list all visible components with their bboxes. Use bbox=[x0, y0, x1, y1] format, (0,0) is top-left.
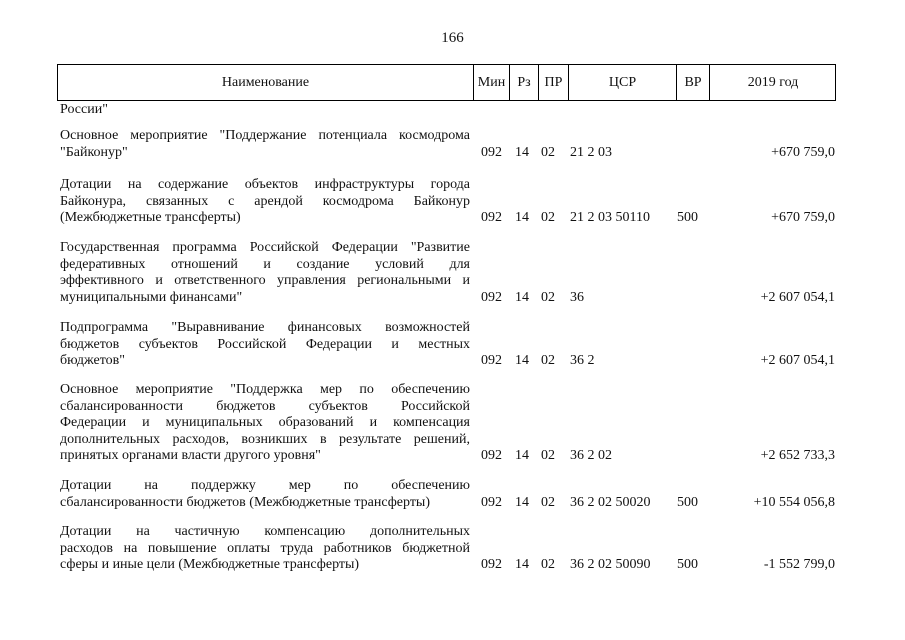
row-name-line: дополнительных расходов, возникших в результате решений, bbox=[60, 431, 470, 447]
row-name bbox=[60, 524, 470, 574]
row-name-line: Основное мероприятие "Поддержка мер по обеспечению bbox=[60, 382, 470, 397]
continuation-text: России" bbox=[60, 102, 108, 117]
row-name bbox=[60, 128, 470, 161]
row-name-line: Основное мероприятие "Поддержание потенциала космодрома bbox=[60, 128, 470, 143]
table-row bbox=[0, 320, 905, 370]
row-rz: 14 bbox=[515, 353, 529, 368]
row-name-line: эффективного и ответственного управления региональными и bbox=[60, 273, 470, 288]
row-pr: 02 bbox=[541, 494, 555, 510]
row-rz: 14 bbox=[515, 210, 529, 225]
row-amount: -1 552 799,0 bbox=[763, 557, 835, 572]
row-min: 092 bbox=[481, 448, 502, 463]
row-name-line: Государственная программа Российской Федерации "Развитие bbox=[60, 240, 470, 255]
row-csr: 36 2 02 50020 bbox=[570, 494, 651, 510]
table-row bbox=[0, 177, 905, 227]
row-min: 092 bbox=[481, 144, 502, 160]
row-vr: 500 bbox=[677, 210, 698, 225]
row-name-line: Дотации на содержание объектов инфраструктуры города bbox=[60, 177, 470, 192]
row-name bbox=[60, 240, 470, 306]
row-csr: 36 2 02 bbox=[570, 448, 612, 463]
header-year: 2019 год bbox=[747, 75, 799, 90]
row-min: 092 bbox=[481, 289, 502, 305]
header-min: Мин bbox=[474, 65, 510, 100]
row-name-line: федеративных отношений и создание условий для bbox=[60, 256, 470, 272]
row-rz: 14 bbox=[515, 557, 529, 572]
row-name-line: принятых органами власти другого уровня" bbox=[60, 448, 321, 463]
row-pr: 02 bbox=[541, 289, 555, 305]
row-csr: 36 bbox=[570, 289, 584, 305]
row-amount: +10 554 056,8 bbox=[753, 494, 835, 510]
header-rz: Рз bbox=[510, 65, 539, 100]
table-row bbox=[0, 382, 905, 465]
table-row bbox=[0, 524, 905, 574]
table-header bbox=[57, 64, 836, 101]
row-amount: +670 759,0 bbox=[771, 210, 835, 225]
row-amount: +2 607 054,1 bbox=[760, 289, 835, 305]
row-name-line: Дотации на поддержку мер по обеспечению bbox=[60, 478, 470, 493]
table-row bbox=[0, 478, 905, 511]
row-pr: 02 bbox=[541, 210, 555, 225]
row-pr: 02 bbox=[541, 557, 555, 572]
row-name-line: сбалансированности бюджетов (Межбюджетные трансферты) bbox=[60, 494, 431, 510]
row-name-line: (Межбюджетные трансферты) bbox=[60, 210, 241, 225]
row-pr: 02 bbox=[541, 448, 555, 463]
header-pr: ПР bbox=[539, 65, 569, 100]
row-min: 092 bbox=[481, 557, 502, 572]
row-name-line: Федерации и муниципальных образований и компенсация bbox=[60, 415, 470, 430]
row-name-line: муниципальными финансами" bbox=[60, 289, 243, 305]
header-name: Наименование bbox=[58, 65, 474, 100]
row-name-line: Дотации на частичную компенсацию дополнительных bbox=[60, 524, 470, 539]
row-rz: 14 bbox=[515, 494, 529, 510]
row-rz: 14 bbox=[515, 289, 529, 305]
row-csr: 36 2 02 50090 bbox=[570, 557, 651, 572]
continuation-row bbox=[0, 102, 905, 119]
row-name-line: бюджетов субъектов Российской Федерации и местных bbox=[60, 336, 470, 352]
row-amount: +2 607 054,1 bbox=[760, 353, 835, 368]
row-name-line: расходов на повышение оплаты труда работников бюджетной bbox=[60, 540, 470, 556]
row-csr: 36 2 bbox=[570, 353, 595, 368]
row-name-line: Байконура, связанных с арендой космодрома Байконур bbox=[60, 193, 470, 209]
row-csr: 21 2 03 50110 bbox=[570, 210, 650, 225]
row-name bbox=[60, 320, 470, 370]
row-amount: +670 759,0 bbox=[771, 144, 835, 160]
row-vr: 500 bbox=[677, 494, 698, 510]
header-vr: ВР bbox=[677, 65, 710, 100]
table-row bbox=[0, 128, 905, 161]
row-name-line: "Байконур" bbox=[60, 144, 128, 160]
row-name bbox=[60, 478, 470, 511]
row-rz: 14 bbox=[515, 144, 529, 160]
row-name-line: Подпрограмма "Выравнивание финансовых возможностей bbox=[60, 320, 470, 335]
row-name-line: сбалансированности бюджетов субъектов Российской bbox=[60, 398, 470, 414]
row-name-line: сферы и иные цели (Межбюджетные трансферты) bbox=[60, 557, 360, 572]
row-csr: 21 2 03 bbox=[570, 144, 612, 160]
page-number: 166 bbox=[441, 30, 464, 46]
row-vr: 500 bbox=[677, 557, 698, 572]
table-row bbox=[0, 240, 905, 306]
row-rz: 14 bbox=[515, 448, 529, 463]
row-min: 092 bbox=[481, 210, 502, 225]
row-pr: 02 bbox=[541, 353, 555, 368]
row-name bbox=[60, 382, 470, 465]
row-amount: +2 652 733,3 bbox=[760, 448, 835, 463]
row-name-line: бюджетов" bbox=[60, 353, 125, 368]
header-csr: ЦСР bbox=[569, 65, 677, 100]
row-min: 092 bbox=[481, 353, 502, 368]
row-pr: 02 bbox=[541, 144, 555, 160]
row-name bbox=[60, 177, 470, 227]
row-min: 092 bbox=[481, 494, 502, 510]
